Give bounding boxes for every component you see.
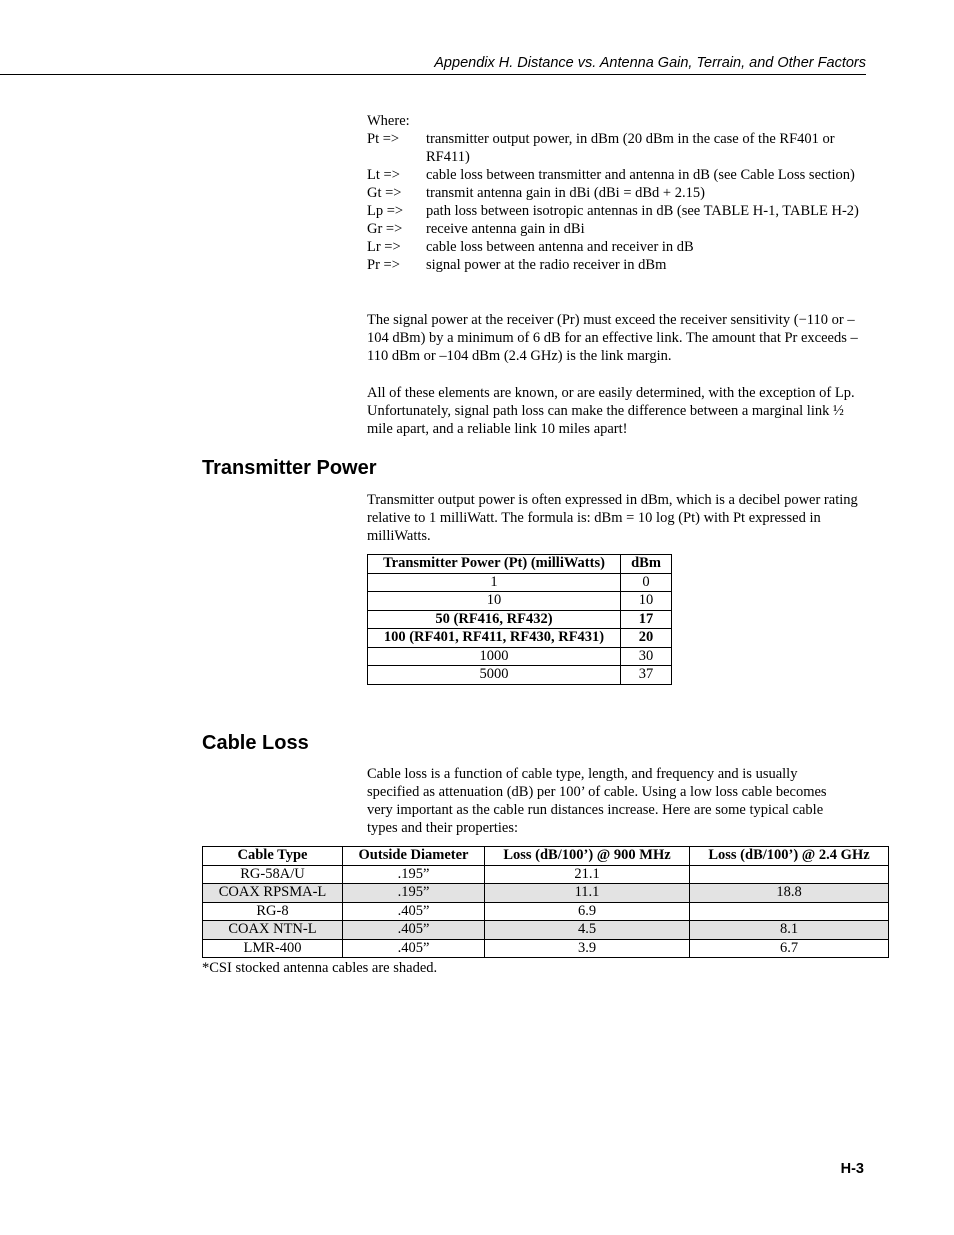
table-cell: .195”	[343, 884, 485, 903]
table-cell: 18.8	[690, 884, 889, 903]
definition-row	[367, 220, 907, 238]
paragraph-transmitter-power: Transmitter output power is often expressed in dBm, which is a decibel power rating relative to 1 milliWatt. The formula is: dBm = 10 log (Pt) with Pt expressed in milliWatts.	[367, 492, 858, 544]
table-cell: 37	[621, 666, 672, 685]
table-cell: 20	[621, 629, 672, 648]
table-row	[203, 865, 889, 884]
table-cell: LMR-400	[203, 939, 343, 958]
section-heading-transmitter-power: Transmitter Power	[202, 457, 377, 479]
table-cell: COAX RPSMA-L	[203, 884, 343, 903]
page-number: H-3	[840, 1161, 864, 1177]
table-row	[203, 939, 889, 958]
definition-row	[367, 238, 907, 256]
table-cell: .405”	[343, 902, 485, 921]
table-row	[203, 884, 889, 903]
paragraph-receiver-sensitivity: The signal power at the receiver (Pr) must exceed the receiver sensitivity (−110 or –104 dBm) by a minimum of 6 dB for an effective link. The amount that Pr exceeds –110 dBm or –104 dBm (2.4 GHz) is the link margin.	[367, 312, 858, 364]
table-cell: 50 (RF416, RF432)	[368, 610, 621, 629]
definition-term: Lp =>	[367, 203, 404, 219]
table-header-row	[203, 847, 889, 866]
definition-desc: path loss between isotropic antennas in dB (see TABLE H-1, TABLE H-2)	[426, 203, 859, 219]
table-cell: .405”	[343, 939, 485, 958]
table-cell	[690, 902, 889, 921]
table-cell: 10	[621, 592, 672, 611]
table-cell: 17	[621, 610, 672, 629]
table-header-cell: Loss (dB/100’) @ 2.4 GHz	[690, 847, 889, 866]
table-cell: 5000	[368, 666, 621, 685]
table-header-cell: Loss (dB/100’) @ 900 MHz	[485, 847, 690, 866]
table-cell: 10	[368, 592, 621, 611]
table-cell: 8.1	[690, 921, 889, 940]
table-cell: 4.5	[485, 921, 690, 940]
where-label: Where:	[367, 113, 410, 129]
transmitter-power-table	[367, 554, 672, 685]
table-cell: 1000	[368, 647, 621, 666]
table-cell: .405”	[343, 921, 485, 940]
table-cell: RG-58A/U	[203, 865, 343, 884]
table-header-cell: dBm	[621, 555, 672, 574]
definition-term: Gt =>	[367, 185, 402, 201]
table-cell: 100 (RF401, RF411, RF430, RF431)	[368, 629, 621, 648]
definitions-list	[367, 112, 907, 274]
table-row	[368, 666, 672, 685]
table-header-cell: Transmitter Power (Pt) (milliWatts)	[368, 555, 621, 574]
header-title: Appendix H. Distance vs. Antenna Gain, Terrain, and Other Factors	[434, 55, 866, 71]
table-cell: 30	[621, 647, 672, 666]
definition-desc: receive antenna gain in dBi	[426, 221, 585, 237]
page-header	[0, 55, 866, 75]
definition-term: Pr =>	[367, 257, 400, 273]
table-footnote: *CSI stocked antenna cables are shaded.	[202, 960, 438, 976]
table-cell: 1	[368, 573, 621, 592]
table-row	[203, 921, 889, 940]
definition-row	[367, 130, 907, 166]
table-cell: .195”	[343, 865, 485, 884]
definition-desc: cable loss between antenna and receiver in dB	[426, 239, 694, 255]
definition-row	[367, 256, 907, 274]
definition-desc: transmit antenna gain in dBi (dBi = dBd + 2.15)	[426, 185, 705, 201]
cable-loss-table	[202, 846, 889, 958]
table-header-cell: Outside Diameter	[343, 847, 485, 866]
table-row	[368, 573, 672, 592]
definition-term: Pt =>	[367, 131, 400, 147]
table-row	[368, 647, 672, 666]
table-cell: COAX NTN-L	[203, 921, 343, 940]
table-cell: 21.1	[485, 865, 690, 884]
paragraph-path-loss: All of these elements are known, or are easily determined, with the exception of Lp. Unfortunately, signal path loss can make the difference between a marginal link ½ mile apart, and a reliable link 10 miles apart!	[367, 385, 855, 437]
paragraph-cable-loss: Cable loss is a function of cable type, length, and frequency and is usually specified as attenuation (dB) per 100’ of cable. Using a low loss cable becomes very important as the cable run distances increase. Here are some typical cable types and their properties:	[367, 766, 827, 836]
table-cell: 6.9	[485, 902, 690, 921]
definition-term: Lr =>	[367, 239, 401, 255]
definition-desc: cable loss between transmitter and antenna in dB (see Cable Loss section)	[426, 167, 855, 183]
table-cell: RG-8	[203, 902, 343, 921]
table-header-cell: Cable Type	[203, 847, 343, 866]
table-cell: 6.7	[690, 939, 889, 958]
definition-term: Gr =>	[367, 221, 403, 237]
table-row	[368, 629, 672, 648]
table-header-row	[368, 555, 672, 574]
definition-desc: transmitter output power, in dBm (20 dBm in the case of the RF401 or RF411)	[426, 131, 835, 165]
table-cell: 0	[621, 573, 672, 592]
section-heading-cable-loss: Cable Loss	[202, 732, 309, 754]
table-cell	[690, 865, 889, 884]
table-cell: 11.1	[485, 884, 690, 903]
definition-term: Lt =>	[367, 167, 400, 183]
table-row	[203, 902, 889, 921]
table-cell: 3.9	[485, 939, 690, 958]
definition-desc: signal power at the radio receiver in dBm	[426, 257, 667, 273]
table-row	[368, 610, 672, 629]
definition-row	[367, 166, 907, 184]
definition-row	[367, 202, 907, 220]
definition-row	[367, 184, 907, 202]
table-row	[368, 592, 672, 611]
